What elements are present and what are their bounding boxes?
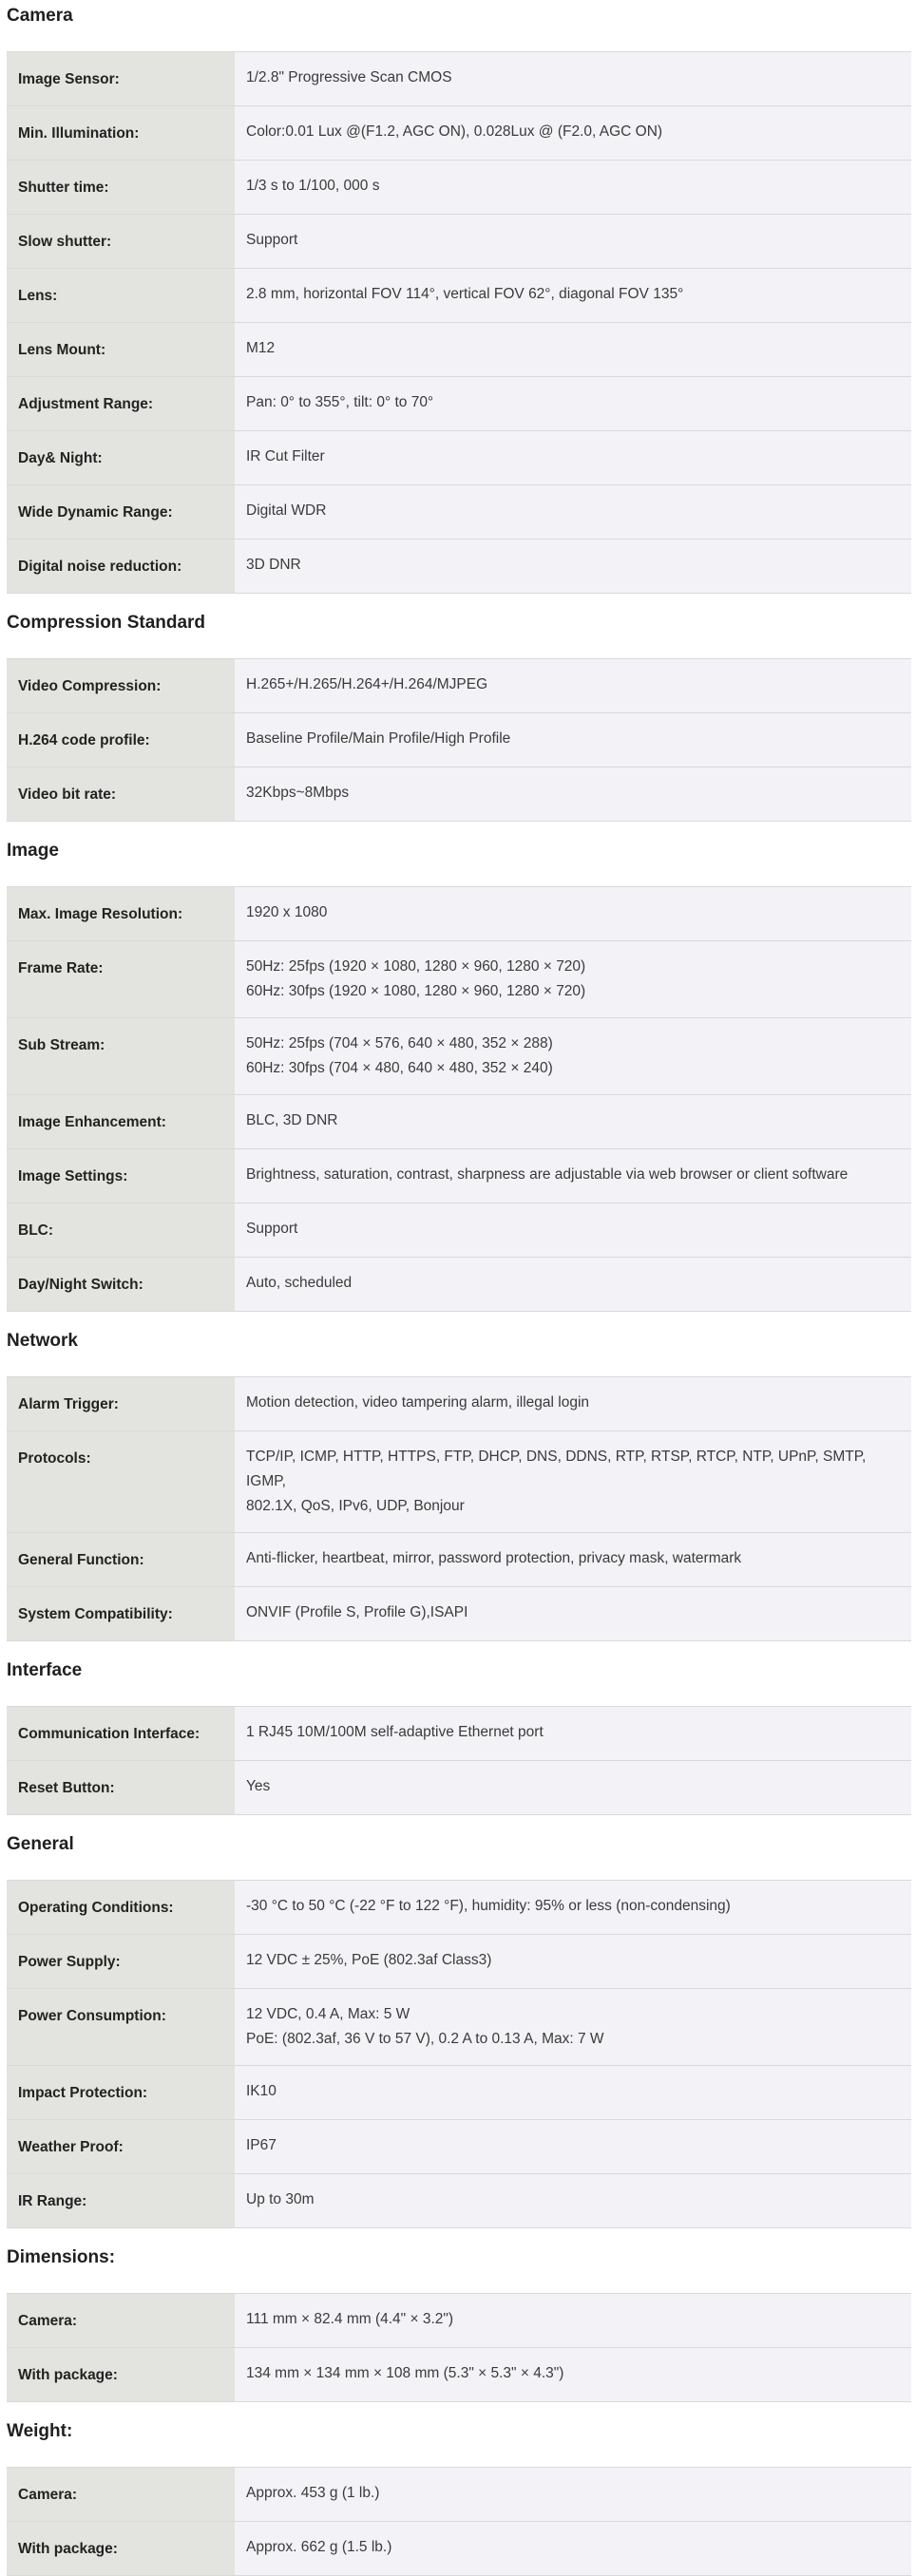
spec-label: BLC: bbox=[7, 1203, 235, 1258]
spec-table bbox=[7, 1880, 911, 2228]
spec-section bbox=[7, 1828, 912, 2228]
spec-value: 1/2.8" Progressive Scan CMOS bbox=[235, 52, 911, 106]
spec-value: 2.8 mm, horizontal FOV 114°, vertical FOV 62°, diagonal FOV 135° bbox=[235, 269, 911, 323]
spec-value: 3D DNR bbox=[235, 540, 911, 594]
spec-value: H.265+/H.265/H.264+/H.264/MJPEG bbox=[235, 659, 911, 713]
spec-value: 12 VDC, 0.4 A, Max: 5 W PoE: (802.3af, 36 V to 57 V), 0.2 A to 0.13 A, Max: 7 W bbox=[235, 1989, 911, 2066]
spec-row bbox=[7, 1881, 911, 1935]
spec-label: Weather Proof: bbox=[7, 2120, 235, 2174]
spec-section bbox=[7, 0, 912, 594]
section-title: Compression Standard bbox=[7, 613, 206, 633]
spec-label: Video bit rate: bbox=[7, 767, 235, 822]
spec-value: Baseline Profile/Main Profile/High Profile bbox=[235, 713, 911, 767]
spec-value: 1/3 s to 1/100, 000 s bbox=[235, 161, 911, 215]
spec-row bbox=[7, 659, 911, 713]
spec-label: Reset Button: bbox=[7, 1761, 235, 1815]
spec-label: Power Supply: bbox=[7, 1935, 235, 1989]
spec-label: Adjustment Range: bbox=[7, 377, 235, 431]
spec-table bbox=[7, 1376, 911, 1641]
section-title: Dimensions: bbox=[7, 2247, 116, 2267]
spec-label: Image Settings: bbox=[7, 1149, 235, 1203]
spec-row bbox=[7, 2522, 911, 2576]
spec-section bbox=[7, 2415, 912, 2576]
spec-row bbox=[7, 1761, 911, 1815]
spec-label: Frame Rate: bbox=[7, 941, 235, 1018]
spec-row bbox=[7, 887, 911, 941]
spec-row bbox=[7, 1258, 911, 1312]
spec-table bbox=[7, 886, 911, 1312]
spec-label: Slow shutter: bbox=[7, 215, 235, 269]
spec-label: Sub Stream: bbox=[7, 1018, 235, 1095]
spec-row bbox=[7, 485, 911, 540]
spec-row bbox=[7, 1533, 911, 1587]
spec-value: IP67 bbox=[235, 2120, 911, 2174]
spec-section bbox=[7, 1655, 912, 1815]
spec-label: Image Sensor: bbox=[7, 52, 235, 106]
spec-section bbox=[7, 1325, 912, 1641]
spec-value: 50Hz: 25fps (1920 × 1080, 1280 × 960, 1280 × 720) 60Hz: 30fps (1920 × 1080, 1280 × 960, 1280 × 720) bbox=[235, 941, 911, 1018]
spec-value: 111 mm × 82.4 mm (4.4" × 3.2") bbox=[235, 2294, 911, 2348]
spec-value: Approx. 453 g (1 lb.) bbox=[235, 2468, 911, 2522]
section-title: Interface bbox=[7, 1660, 83, 1680]
spec-value: Support bbox=[235, 1203, 911, 1258]
spec-label: Alarm Trigger: bbox=[7, 1377, 235, 1431]
spec-label: Max. Image Resolution: bbox=[7, 887, 235, 941]
spec-label: Camera: bbox=[7, 2294, 235, 2348]
spec-label: With package: bbox=[7, 2348, 235, 2402]
spec-row bbox=[7, 323, 911, 377]
spec-label: Day/Night Switch: bbox=[7, 1258, 235, 1312]
spec-label: Shutter time: bbox=[7, 161, 235, 215]
section-title: General bbox=[7, 1834, 74, 1854]
spec-label: Impact Protection: bbox=[7, 2066, 235, 2120]
spec-value: TCP/IP, ICMP, HTTP, HTTPS, FTP, DHCP, DNS, DDNS, RTP, RTSP, RTCP, NTP, UPnP, SMTP, IGMP, 802.1X, QoS, IPv6, UDP, Bonjour bbox=[235, 1431, 911, 1533]
spec-label: Communication Interface: bbox=[7, 1707, 235, 1761]
spec-label: Wide Dynamic Range: bbox=[7, 485, 235, 540]
spec-value: Anti-flicker, heartbeat, mirror, password protection, privacy mask, watermark bbox=[235, 1533, 911, 1587]
spec-value: Pan: 0° to 355°, tilt: 0° to 70° bbox=[235, 377, 911, 431]
spec-value: 50Hz: 25fps (704 × 576, 640 × 480, 352 × 288) 60Hz: 30fps (704 × 480, 640 × 480, 352 × 240) bbox=[235, 1018, 911, 1095]
spec-row bbox=[7, 2120, 911, 2174]
spec-value: 1 RJ45 10M/100M self-adaptive Ethernet port bbox=[235, 1707, 911, 1761]
spec-label: Operating Conditions: bbox=[7, 1881, 235, 1935]
spec-label: System Compatibility: bbox=[7, 1587, 235, 1641]
spec-label: Lens Mount: bbox=[7, 323, 235, 377]
spec-label: Power Consumption: bbox=[7, 1989, 235, 2066]
spec-row bbox=[7, 431, 911, 485]
spec-value: Support bbox=[235, 215, 911, 269]
spec-section bbox=[7, 2242, 912, 2402]
spec-row bbox=[7, 1149, 911, 1203]
spec-value: Color:0.01 Lux @(F1.2, AGC ON), 0.028Lux @ (F2.0, AGC ON) bbox=[235, 106, 911, 161]
spec-row bbox=[7, 2348, 911, 2402]
spec-row bbox=[7, 52, 911, 106]
spec-label: General Function: bbox=[7, 1533, 235, 1587]
spec-row bbox=[7, 713, 911, 767]
spec-value: M12 bbox=[235, 323, 911, 377]
spec-label: Video Compression: bbox=[7, 659, 235, 713]
spec-table bbox=[7, 2467, 911, 2576]
spec-value: IK10 bbox=[235, 2066, 911, 2120]
spec-row bbox=[7, 1935, 911, 1989]
spec-label: Image Enhancement: bbox=[7, 1095, 235, 1149]
spec-value: Motion detection, video tampering alarm, illegal login bbox=[235, 1377, 911, 1431]
spec-label: Day& Night: bbox=[7, 431, 235, 485]
spec-row bbox=[7, 377, 911, 431]
spec-value: Auto, scheduled bbox=[235, 1258, 911, 1312]
spec-label: Camera: bbox=[7, 2468, 235, 2522]
spec-row bbox=[7, 767, 911, 822]
section-title: Weight: bbox=[7, 2421, 73, 2441]
spec-row bbox=[7, 215, 911, 269]
spec-label: H.264 code profile: bbox=[7, 713, 235, 767]
spec-value: IR Cut Filter bbox=[235, 431, 911, 485]
spec-table bbox=[7, 1706, 911, 1815]
spec-value: Up to 30m bbox=[235, 2174, 911, 2228]
spec-row bbox=[7, 2468, 911, 2522]
spec-label: With package: bbox=[7, 2522, 235, 2576]
spec-row bbox=[7, 1431, 911, 1533]
spec-row bbox=[7, 2174, 911, 2228]
spec-row bbox=[7, 1377, 911, 1431]
spec-value: Brightness, saturation, contrast, sharpness are adjustable via web browser or client software bbox=[235, 1149, 911, 1203]
spec-row bbox=[7, 1989, 911, 2066]
section-title: Image bbox=[7, 841, 59, 861]
spec-value: Digital WDR bbox=[235, 485, 911, 540]
spec-label: Protocols: bbox=[7, 1431, 235, 1533]
spec-value: 1920 x 1080 bbox=[235, 887, 911, 941]
spec-label: Lens: bbox=[7, 269, 235, 323]
spec-row bbox=[7, 2066, 911, 2120]
spec-value: BLC, 3D DNR bbox=[235, 1095, 911, 1149]
section-title: Network bbox=[7, 1331, 78, 1351]
spec-table bbox=[7, 51, 911, 594]
spec-row bbox=[7, 1707, 911, 1761]
spec-row bbox=[7, 1587, 911, 1641]
section-title: Camera bbox=[7, 6, 73, 26]
spec-value: 32Kbps~8Mbps bbox=[235, 767, 911, 822]
spec-table bbox=[7, 658, 911, 822]
spec-row bbox=[7, 106, 911, 161]
spec-row bbox=[7, 941, 911, 1018]
spec-section bbox=[7, 835, 912, 1312]
spec-value: ONVIF (Profile S, Profile G),ISAPI bbox=[235, 1587, 911, 1641]
spec-row bbox=[7, 1095, 911, 1149]
spec-label: Min. Illumination: bbox=[7, 106, 235, 161]
spec-value: 12 VDC ± 25%, PoE (802.3af Class3) bbox=[235, 1935, 911, 1989]
spec-row bbox=[7, 1203, 911, 1258]
spec-value: Yes bbox=[235, 1761, 911, 1815]
spec-row bbox=[7, 269, 911, 323]
spec-value: -30 °C to 50 °C (-22 °F to 122 °F), humidity: 95% or less (non-condensing) bbox=[235, 1881, 911, 1935]
spec-label: IR Range: bbox=[7, 2174, 235, 2228]
spec-row bbox=[7, 161, 911, 215]
spec-row bbox=[7, 1018, 911, 1095]
spec-row bbox=[7, 540, 911, 594]
spec-section bbox=[7, 607, 912, 822]
spec-table bbox=[7, 2293, 911, 2402]
spec-value: Approx. 662 g (1.5 lb.) bbox=[235, 2522, 911, 2576]
spec-value: 134 mm × 134 mm × 108 mm (5.3" × 5.3" × 4.3") bbox=[235, 2348, 911, 2402]
spec-label: Digital noise reduction: bbox=[7, 540, 235, 594]
spec-row bbox=[7, 2294, 911, 2348]
